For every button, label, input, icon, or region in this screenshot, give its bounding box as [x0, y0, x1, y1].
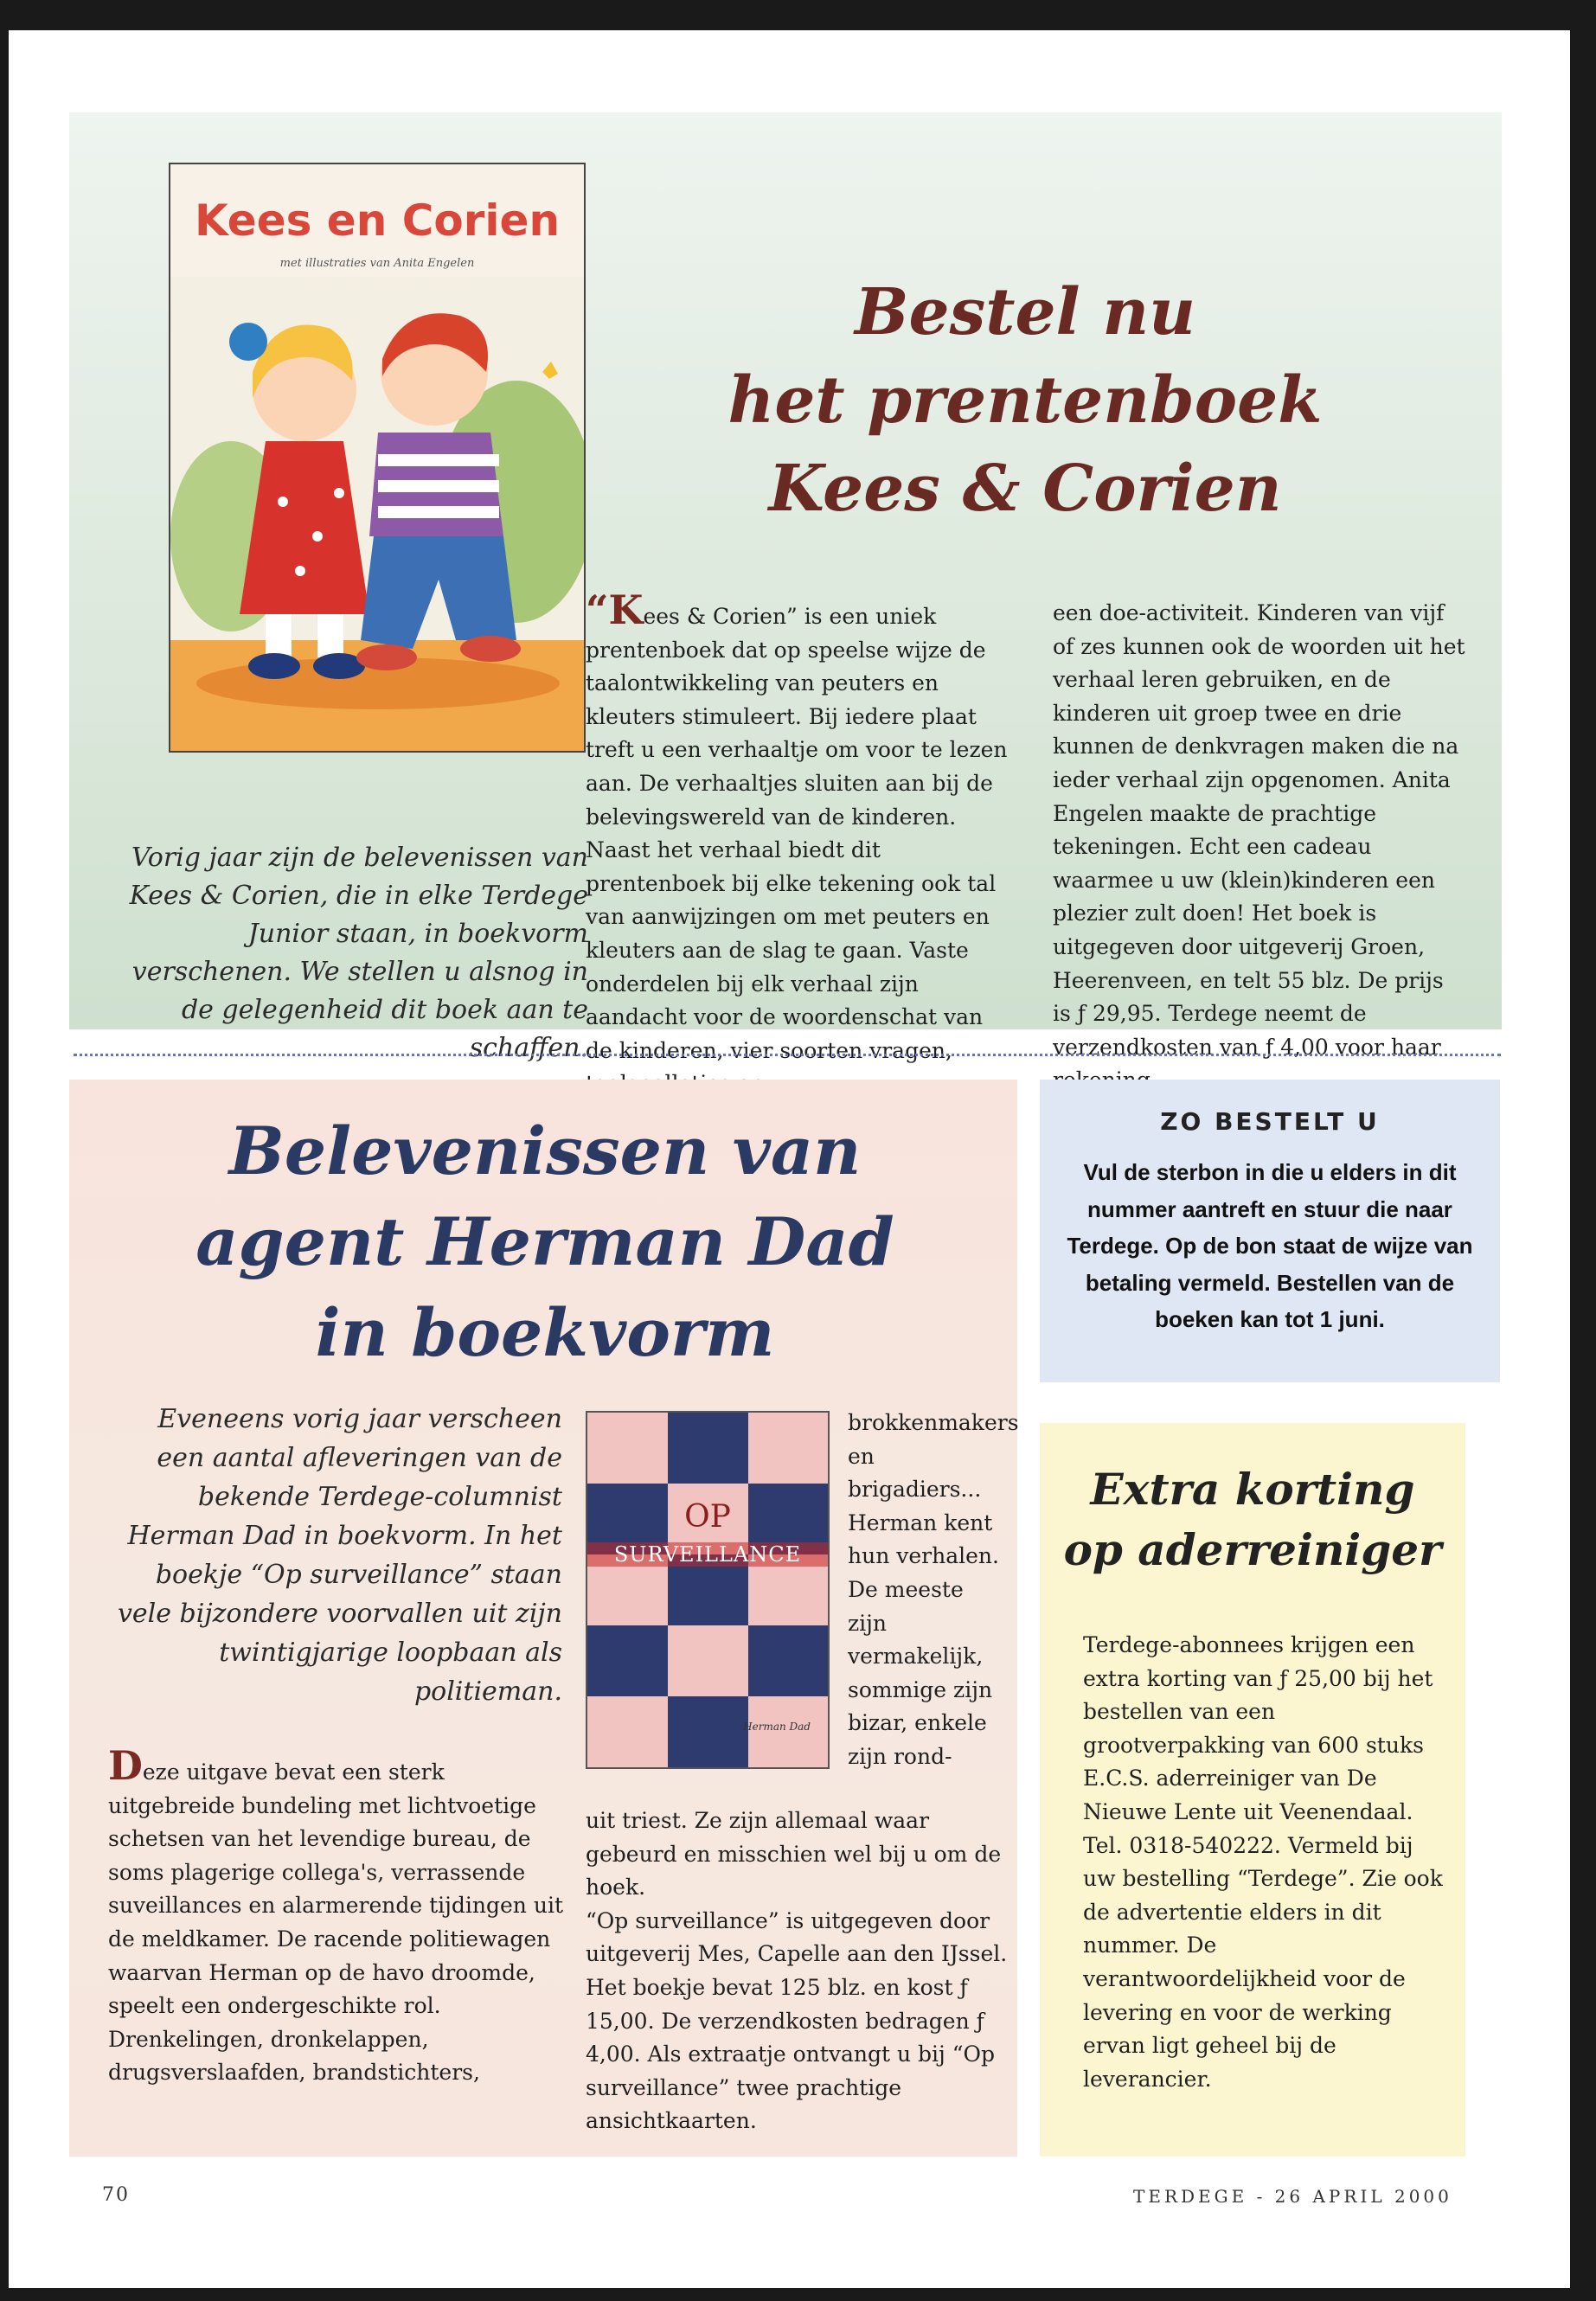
- magazine-page: [9, 30, 1570, 2288]
- cover-author: Herman Dad: [743, 1721, 811, 1733]
- extra-title-line-1: Extra korting: [1090, 1464, 1415, 1515]
- herman-dad-body-column-2: [586, 1804, 1010, 2138]
- order-info-box: [1040, 1080, 1500, 1382]
- body-text: “Op surveillance” is uitgegeven door uitgeverij Mes, Capelle aan den IJssel. Het boekje bevat 125 blz. en kost ƒ 15,00. De verzendkosten bedragen ƒ 4,00. Als extraatje ontvangt u bij “Op surveillance” twee prachtige ansichtkaarten.: [586, 1907, 1008, 2134]
- extra-box-body: [1083, 1629, 1446, 2096]
- cover-title-op: OP: [684, 1499, 731, 1535]
- herman-dad-panel: [69, 1080, 1017, 2157]
- body-text: Terdege-abonnees krijgen een extra korting van ƒ 25,00 bij het bestellen van een grootverpakking van 600 stuks E.C.S. aderreiniger van De Nieuwe Lente uit Veenendaal. Tel. 0318-540222. Vermeld bij uw bestelling “Terdege”. Zie ook de advertentie elders in dit nummer. De verantwoordelijkheid voor de levering en voor de werking ervan ligt geheel bij de leverancier.: [1083, 1632, 1443, 2092]
- cover-title: Kees en Corien: [194, 195, 561, 246]
- herman-dad-side-column: [848, 1407, 1019, 1774]
- extra-discount-box: [1040, 1423, 1465, 2157]
- body-text: uit triest. Ze zijn allemaal waar gebeurd en misschien wel bij u om de hoek.: [586, 1808, 1002, 1900]
- kees-corien-intro: Vorig jaar zijn de belevenissen van Kees & Corien, die in elke Terdege Junior staan, in boekvorm verschenen. We stellen u alsnog in de gelegenheid dit boek aan te schaffen.: [129, 843, 588, 1063]
- kees-corien-panel: [69, 112, 1502, 1063]
- headline-line-1: Belevenissen van: [228, 1112, 862, 1189]
- headline-line-2: agent Herman Dad: [195, 1203, 894, 1280]
- page-number: 70: [102, 2184, 130, 2206]
- body-text: brokkenmakers en brigadiers... Herman kent hun verhalen. De meeste zijn vermakelijk, sommige zijn bizar, enkele zijn rond-: [848, 1410, 1019, 1769]
- herman-dad-headline: [87, 1106, 1003, 1378]
- herman-dad-intro: Eveneens vorig jaar verscheen een aantal afleveringen van de bekende Terdege-columnist Herman Dad in boekvorm. In het boekje “Op surveillance” staan vele bijzondere voorvallen uit zijn twintigjarige loopbaan als politieman.: [117, 1404, 562, 1707]
- publication-footer: TERDEGE - 26 APRIL 2000: [1133, 2186, 1452, 2207]
- extra-box-title: [1040, 1459, 1465, 1580]
- herman-dad-body-column-1: [108, 1742, 575, 2090]
- body-text: ees & Corien” is een uniek prentenboek dat op speelse wijze de taalontwikkeling van peuters en kleuters stimuleert. Bij iedere plaat treft u een verhaaltje om voor te lezen aan. De verhaaltjes sluiten aan bij de belevingswereld van de kinderen. Naast het verhaal biedt dit prentenboek bij elke tekening ook tal van aanwijzingen om met peuters en kleuters aan de slag te gaan. Vaste onderdelen bij elk verhaal zijn aandacht voor de woordenschat van de kinderen, vier soorten vragen,: [586, 604, 1008, 1063]
- op-surveillance-cover-image: [586, 1411, 830, 1769]
- headline-line-2: het prentenboek: [727, 363, 1323, 438]
- headline-line-1: Bestel nu: [854, 275, 1196, 349]
- cover-subtitle: met illustraties van Anita Engelen: [279, 257, 475, 270]
- body-text: een doe-activiteit. Kinderen van vijf of zes kunnen ook de woorden uit het verhaal leren gebruiken, en de kinderen uit groep twee en drie kunnen de denkvragen maken die na ieder verhaal zijn opgenomen. Anita Engelen maakte de prachtige tekeningen. Echt een cadeau waarmee u uw (klein)kinderen een plezier zult doen! Het boek is uitgegeven door uitgeverij Groen, Heerenveen, en telt 55 blz. De prijs is ƒ 29,95. Terdege neemt de verzendkosten van ƒ 4,00 voor haar: [1053, 600, 1465, 1060]
- extra-title-line-2: op aderreiniger: [1063, 1524, 1442, 1575]
- order-box-title: ZO BESTELT U: [1160, 1107, 1380, 1136]
- order-headline: [692, 268, 1358, 533]
- drop-cap: D: [108, 1742, 143, 1789]
- headline-line-3: Kees & Corien: [768, 452, 1282, 526]
- section-divider: [74, 1054, 1501, 1056]
- kees-corien-cover-image: [169, 163, 586, 753]
- body-text: eze uitgave bevat een sterk uitgebreide bundeling met lichtvoetige schetsen van het levendige bureau, de soms plagerige collega's, verrassende suveillances en alarmerende tijdingen uit de meldkamer. De racende politiewagen waarvan Herman op de havo droomde, speelt een ondergeschikte rol. Drenkelingen, dronkelappen, drugsverslaafden, brandstichters,: [108, 1759, 563, 2086]
- cover-title-surveillance: SURVEILLANCE: [587, 1542, 828, 1567]
- checker-pattern: [587, 1413, 828, 1767]
- order-box-text: Vul de sterbon in die u elders in dit nummer aantreft en stuur die naar Terdege. Op de bon staat de wijze van betaling vermeld. Bestellen van de boeken kan tot 1 juni.: [1067, 1159, 1473, 1332]
- kees-corien-body-column-2: [1053, 597, 1468, 1098]
- kees-corien-body-column-1: [586, 586, 1010, 1101]
- children-illustration: [170, 277, 584, 751]
- drop-cap: “K: [586, 586, 644, 633]
- headline-line-3: in boekvorm: [315, 1294, 775, 1371]
